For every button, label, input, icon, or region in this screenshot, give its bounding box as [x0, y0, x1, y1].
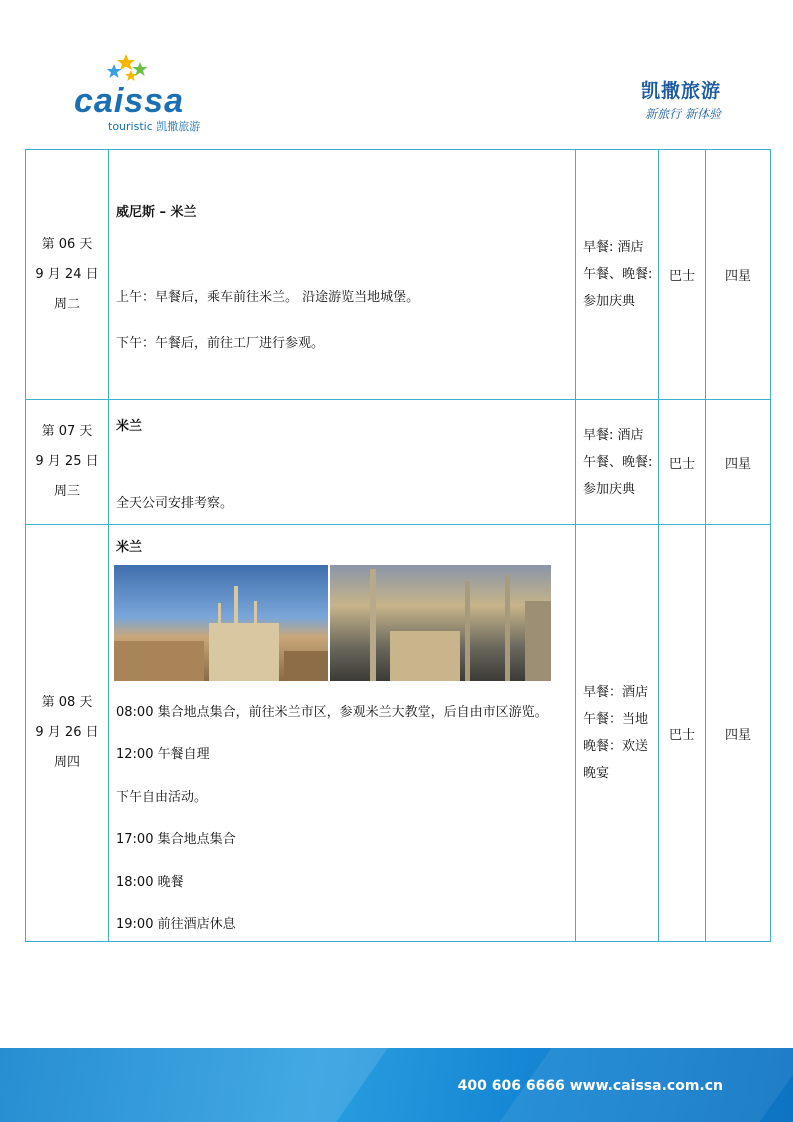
day-date: 9 月 26 日: [35, 725, 99, 740]
description-cell: [109, 150, 576, 400]
meal-line: 参加庆典: [583, 294, 636, 309]
route-title: 米兰: [116, 540, 143, 555]
transport-cell: 巴士: [659, 150, 706, 400]
caissa-logo: [74, 52, 224, 132]
day-cell: [26, 150, 109, 400]
description-line: 18:00 晚餐: [116, 875, 184, 890]
description-line: 下午：午餐后，前往工厂进行参观。: [116, 335, 325, 351]
meal-line: 早餐: 酒店: [583, 427, 644, 443]
day-weekday: 周三: [53, 484, 80, 499]
brand-right: [641, 76, 721, 122]
description-line: 下午自由活动。: [116, 790, 208, 805]
meal-line: 参加庆典: [583, 481, 636, 497]
brand-title: 凯撒旅游: [640, 80, 721, 102]
transport-cell: 巴士: [659, 525, 706, 942]
day-weekday: 周四: [53, 755, 80, 770]
description-line: 全天公司安排考察。: [116, 496, 234, 511]
meal-line: 早餐：酒店: [583, 685, 649, 700]
transport-cell: 巴士: [659, 400, 706, 525]
itinerary-table: [25, 149, 771, 942]
meal-line: 晚餐：欢送: [583, 739, 649, 754]
day-weekday: 周二: [53, 296, 80, 312]
description-cell: [109, 525, 576, 942]
table-row: [26, 400, 771, 525]
route-title: 威尼斯 – 米兰: [116, 204, 197, 220]
day-number: 第 07 天: [41, 424, 93, 439]
hotel-cell: 四星: [706, 400, 771, 525]
day-cell: [26, 400, 109, 525]
day-number: 第 08 天: [41, 695, 93, 710]
hotel-cell: 四星: [706, 150, 771, 400]
milan-cathedral-photo: [114, 565, 328, 681]
meal-line: 晚宴: [583, 766, 610, 781]
day-number: 第 06 天: [41, 236, 93, 252]
hotel-cell: 四星: [706, 525, 771, 942]
description-cell: [109, 400, 576, 525]
milan-rooftop-photo: [330, 565, 551, 681]
day-date: 9 月 24 日: [35, 266, 99, 282]
logo-wordmark: caissa: [74, 82, 184, 120]
day-cell: [26, 525, 109, 942]
meal-cell: [576, 525, 659, 942]
description-line: 12:00 午餐自理: [116, 747, 210, 762]
meal-cell: [576, 150, 659, 400]
logo-subtitle: touristic 凯撒旅游: [108, 120, 201, 133]
table-row: [26, 150, 771, 400]
photo-strip: [114, 565, 567, 681]
table-row: [26, 525, 771, 942]
meal-line: 午餐、晚餐:: [583, 454, 653, 470]
description-line: 17:00 集合地点集合: [116, 832, 236, 847]
brand-slogan: 新旅行 新体验: [645, 107, 721, 121]
footer-contact: 400 606 6666 www.caissa.com.cn: [457, 1078, 723, 1094]
description-line: 19:00 前往酒店休息: [116, 917, 236, 932]
description-line: 08:00 集合地点集合，前往米兰市区，参观米兰大教堂，后自由市区游览。: [116, 705, 548, 720]
meal-cell: [576, 400, 659, 525]
day-date: 9 月 25 日: [35, 454, 99, 469]
description-line: 上午：早餐后，乘车前往米兰。 沿途游览当地城堡。: [116, 289, 420, 305]
meal-line: 午餐、晚餐:: [583, 267, 653, 282]
route-title: 米兰: [116, 419, 143, 434]
footer-band: [0, 1048, 793, 1122]
meal-line: 午餐：当地: [583, 712, 649, 727]
meal-line: 早餐: 酒店: [583, 240, 644, 255]
